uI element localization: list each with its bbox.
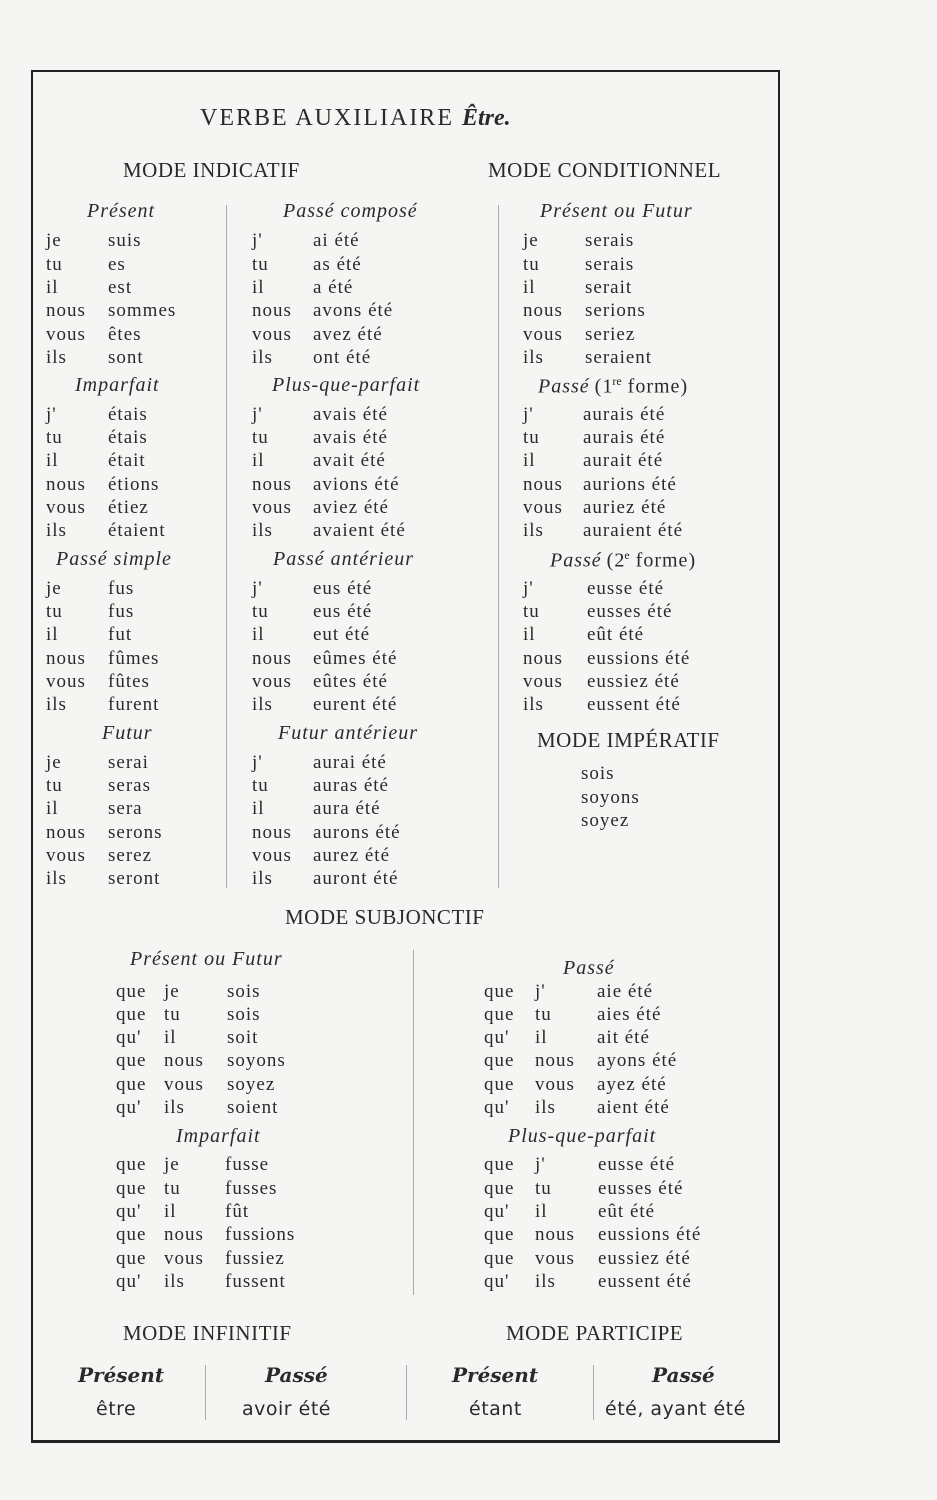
form-word: forme bbox=[621, 375, 681, 398]
pronoun: vous bbox=[252, 324, 292, 345]
column-divider bbox=[498, 205, 499, 888]
pronoun: j' bbox=[535, 1154, 546, 1175]
pronoun: j' bbox=[252, 230, 263, 251]
pronoun: il bbox=[252, 450, 265, 471]
pronoun: je bbox=[46, 752, 62, 773]
form-open-paren: ( bbox=[606, 549, 615, 572]
pronoun: tu bbox=[46, 254, 63, 275]
verb-form: eurent été bbox=[313, 694, 398, 715]
pronoun: il bbox=[46, 450, 59, 471]
que: qu' bbox=[484, 1027, 510, 1048]
pronoun: tu bbox=[46, 427, 63, 448]
pronoun: vous bbox=[46, 845, 86, 866]
pronoun: ils bbox=[523, 694, 544, 715]
verb-form: eussions été bbox=[587, 648, 691, 669]
que: que bbox=[484, 1154, 515, 1175]
pronoun: tu bbox=[252, 427, 269, 448]
pronoun: ils bbox=[46, 694, 67, 715]
verb-form: eût été bbox=[598, 1201, 656, 1222]
verb-form: fussent bbox=[225, 1271, 286, 1292]
pronoun: ils bbox=[46, 347, 67, 368]
que: que bbox=[116, 1074, 147, 1095]
pronoun: j' bbox=[523, 404, 534, 425]
pronoun: nous bbox=[164, 1050, 204, 1071]
verb-form: soyez bbox=[227, 1074, 276, 1095]
pronoun: je bbox=[164, 981, 180, 1002]
verb-form: était bbox=[108, 450, 146, 471]
pronoun: j' bbox=[252, 578, 263, 599]
verb-form: aurais été bbox=[583, 404, 666, 425]
verb-form: aura été bbox=[313, 798, 381, 819]
que: que bbox=[484, 1050, 515, 1071]
imperatif-form: sois bbox=[581, 763, 615, 784]
pronoun: je bbox=[46, 578, 62, 599]
verb-form: eûtes été bbox=[313, 671, 388, 692]
que: que bbox=[484, 1248, 515, 1269]
pronoun: tu bbox=[252, 775, 269, 796]
column-divider bbox=[406, 1365, 407, 1420]
pronoun: nous bbox=[523, 474, 563, 495]
verb-form: eus été bbox=[313, 601, 373, 622]
imperatif-form: soyons bbox=[581, 787, 640, 808]
pronoun: vous bbox=[523, 497, 563, 518]
verb-form: étiez bbox=[108, 497, 149, 518]
verb-form: fussiez bbox=[225, 1248, 285, 1269]
pronoun: nous bbox=[46, 474, 86, 495]
verb-form: sommes bbox=[108, 300, 177, 321]
verb-form: fût bbox=[225, 1201, 250, 1222]
pronoun: il bbox=[252, 277, 265, 298]
pronoun: il bbox=[523, 624, 536, 645]
que: que bbox=[116, 1004, 147, 1025]
verb-form: aurait été bbox=[583, 450, 664, 471]
pronoun: ils bbox=[523, 347, 544, 368]
que: qu' bbox=[116, 1201, 142, 1222]
pronoun: vous bbox=[523, 324, 563, 345]
que: qu' bbox=[116, 1097, 142, 1118]
pronoun: je bbox=[46, 230, 62, 251]
verb-form: fut bbox=[108, 624, 133, 645]
pronoun: nous bbox=[535, 1050, 575, 1071]
imperatif-form: soyez bbox=[581, 810, 630, 831]
pronoun: vous bbox=[46, 497, 86, 518]
pronoun: il bbox=[252, 798, 265, 819]
mode-indicatif-label: MODE INDICATIF bbox=[123, 158, 300, 182]
pronoun: il bbox=[46, 624, 59, 645]
pronoun: tu bbox=[46, 775, 63, 796]
verb-form: eussiez été bbox=[587, 671, 680, 692]
pronoun: tu bbox=[535, 1178, 552, 1199]
que: que bbox=[116, 1178, 147, 1199]
verb-form: avait été bbox=[313, 450, 386, 471]
verb-form: ait été bbox=[597, 1027, 650, 1048]
pronoun: nous bbox=[46, 822, 86, 843]
form-word: forme bbox=[629, 549, 689, 572]
verb-form: a été bbox=[313, 277, 354, 298]
verb-form: eûmes été bbox=[313, 648, 398, 669]
verb-form: eus été bbox=[313, 578, 373, 599]
verb-form: aurais été bbox=[583, 427, 666, 448]
verb-form: avais été bbox=[313, 404, 388, 425]
pronoun: je bbox=[164, 1154, 180, 1175]
column-divider bbox=[205, 1365, 206, 1420]
verb-form: fussions bbox=[225, 1224, 296, 1245]
que: que bbox=[484, 1178, 515, 1199]
verb-form: étaient bbox=[108, 520, 166, 541]
page-title bbox=[200, 105, 511, 132]
tense-heading bbox=[538, 374, 687, 399]
tense-heading: Présent ou Futur bbox=[130, 948, 283, 970]
que: qu' bbox=[484, 1201, 510, 1222]
que: qu' bbox=[116, 1027, 142, 1048]
pronoun: je bbox=[523, 230, 539, 251]
pronoun: il bbox=[535, 1027, 548, 1048]
pronoun: ils bbox=[46, 520, 67, 541]
que: qu' bbox=[484, 1097, 510, 1118]
pronoun: j' bbox=[46, 404, 57, 425]
verb-form: fusses bbox=[225, 1178, 278, 1199]
que: que bbox=[116, 1248, 147, 1269]
verb-form: avons été bbox=[313, 300, 394, 321]
verb-form: sois bbox=[227, 1004, 261, 1025]
verb-form: avez été bbox=[313, 324, 383, 345]
verb-form: sera bbox=[108, 798, 143, 819]
participe-present-heading: Présent bbox=[452, 1363, 539, 1387]
pronoun: vous bbox=[46, 324, 86, 345]
form-number: 2 bbox=[614, 549, 625, 572]
verb-form: aurions été bbox=[583, 474, 677, 495]
verb-form: ont été bbox=[313, 347, 372, 368]
pronoun: nous bbox=[252, 648, 292, 669]
pronoun: vous bbox=[252, 497, 292, 518]
verb-form: seriez bbox=[585, 324, 636, 345]
column-divider bbox=[226, 205, 227, 888]
pronoun: il bbox=[164, 1027, 177, 1048]
verb-form: eussions été bbox=[598, 1224, 702, 1245]
verb-form: serais bbox=[585, 230, 635, 251]
pronoun: ils bbox=[523, 520, 544, 541]
que: que bbox=[116, 981, 147, 1002]
verb-form: eusse été bbox=[598, 1154, 676, 1175]
que: qu' bbox=[484, 1271, 510, 1292]
mode-subjonctif-label: MODE SUBJONCTIF bbox=[285, 905, 485, 929]
tense-heading: Passé simple bbox=[56, 548, 172, 570]
tense-heading: Imparfait bbox=[176, 1125, 261, 1147]
pronoun: tu bbox=[523, 427, 540, 448]
que: que bbox=[484, 981, 515, 1002]
verb-form: avaient été bbox=[313, 520, 406, 541]
verb-form: eusse été bbox=[587, 578, 665, 599]
pronoun: tu bbox=[164, 1178, 181, 1199]
pronoun: tu bbox=[46, 601, 63, 622]
verb-form: fûmes bbox=[108, 648, 160, 669]
verb-form: avais été bbox=[313, 427, 388, 448]
verb-form: eût été bbox=[587, 624, 645, 645]
verb-form: eussent été bbox=[587, 694, 681, 715]
pronoun: ils bbox=[252, 868, 273, 889]
tense-heading: Plus-que-parfait bbox=[508, 1125, 657, 1147]
pronoun: vous bbox=[252, 671, 292, 692]
pronoun: ils bbox=[164, 1271, 185, 1292]
verb-form: auras été bbox=[313, 775, 389, 796]
pronoun: nous bbox=[46, 300, 86, 321]
form-number: 1 bbox=[602, 375, 613, 398]
que: que bbox=[116, 1050, 147, 1071]
verb-form: aies été bbox=[597, 1004, 662, 1025]
verb-form: fûtes bbox=[108, 671, 150, 692]
verb-form: seront bbox=[108, 868, 161, 889]
pronoun: vous bbox=[523, 671, 563, 692]
verb-form: fusse bbox=[225, 1154, 270, 1175]
pronoun: nous bbox=[523, 300, 563, 321]
verb-form: serions bbox=[585, 300, 646, 321]
pronoun: ils bbox=[164, 1097, 185, 1118]
pronoun: il bbox=[164, 1201, 177, 1222]
verb-form: serai bbox=[108, 752, 149, 773]
pronoun: nous bbox=[252, 300, 292, 321]
infinitif-present-heading: Présent bbox=[78, 1363, 165, 1387]
tense-heading-label: Passé bbox=[538, 375, 590, 398]
verb-form: furent bbox=[108, 694, 160, 715]
pronoun: tu bbox=[523, 601, 540, 622]
pronoun: tu bbox=[252, 254, 269, 275]
pronoun: ils bbox=[535, 1271, 556, 1292]
column-divider bbox=[413, 950, 414, 1295]
verb-form: eut été bbox=[313, 624, 371, 645]
verb-form: fus bbox=[108, 601, 135, 622]
que: que bbox=[484, 1074, 515, 1095]
tense-heading-label: Passé bbox=[550, 549, 602, 572]
verb-form: étais bbox=[108, 427, 148, 448]
verb-form: auront été bbox=[313, 868, 399, 889]
verb-form: aurez été bbox=[313, 845, 391, 866]
verb-form: étions bbox=[108, 474, 160, 495]
verb-form: est bbox=[108, 277, 133, 298]
verb-form: ai été bbox=[313, 230, 360, 251]
que: qu' bbox=[116, 1271, 142, 1292]
form-open-paren: ( bbox=[594, 375, 603, 398]
verb-form: es bbox=[108, 254, 126, 275]
pronoun: tu bbox=[523, 254, 540, 275]
pronoun: ils bbox=[46, 868, 67, 889]
pronoun: j' bbox=[523, 578, 534, 599]
verb-form: aurons été bbox=[313, 822, 401, 843]
form-close-paren: ) bbox=[688, 549, 696, 572]
pronoun: j' bbox=[252, 752, 263, 773]
pronoun: il bbox=[252, 624, 265, 645]
pronoun: ils bbox=[535, 1097, 556, 1118]
verb-form: auriez été bbox=[583, 497, 667, 518]
que: que bbox=[484, 1004, 515, 1025]
mode-conditionnel-label: MODE CONDITIONNEL bbox=[488, 158, 722, 182]
verb-form: as été bbox=[313, 254, 362, 275]
verb-form: eusses été bbox=[598, 1178, 684, 1199]
verb-form: serait bbox=[585, 277, 633, 298]
verb-form: aie été bbox=[597, 981, 654, 1002]
verb-form: serais bbox=[585, 254, 635, 275]
pronoun: j' bbox=[535, 981, 546, 1002]
verb-form: soient bbox=[227, 1097, 279, 1118]
verb-form: aient été bbox=[597, 1097, 670, 1118]
verb-form: avions été bbox=[313, 474, 400, 495]
pronoun: nous bbox=[164, 1224, 204, 1245]
pronoun: vous bbox=[164, 1074, 204, 1095]
mode-infinitif-label: MODE INFINITIF bbox=[123, 1321, 292, 1345]
verb-form: eusses été bbox=[587, 601, 673, 622]
que: que bbox=[116, 1224, 147, 1245]
tense-heading: Imparfait bbox=[75, 374, 160, 396]
participe-passe-heading: Passé bbox=[652, 1363, 715, 1387]
pronoun: j' bbox=[252, 404, 263, 425]
verb-form: serons bbox=[108, 822, 163, 843]
pronoun: vous bbox=[252, 845, 292, 866]
infinitif-passe-heading: Passé bbox=[265, 1363, 328, 1387]
que: que bbox=[484, 1224, 515, 1245]
form-superscript: e bbox=[624, 548, 630, 562]
pronoun: il bbox=[46, 277, 59, 298]
infinitif-passe-value: avoir été bbox=[242, 1398, 331, 1420]
pronoun: il bbox=[523, 450, 536, 471]
verb-form: fus bbox=[108, 578, 135, 599]
verb-form: seras bbox=[108, 775, 151, 796]
verb-form: ayons été bbox=[597, 1050, 678, 1071]
mode-imperatif-label: MODE IMPÉRATIF bbox=[537, 728, 720, 752]
participe-present-value: étant bbox=[469, 1398, 522, 1420]
pronoun: nous bbox=[523, 648, 563, 669]
pronoun: ils bbox=[252, 520, 273, 541]
verb-form: sont bbox=[108, 347, 144, 368]
tense-heading bbox=[550, 548, 695, 573]
pronoun: ils bbox=[252, 694, 273, 715]
verb-form: ayez été bbox=[597, 1074, 667, 1095]
pronoun: vous bbox=[535, 1248, 575, 1269]
que: que bbox=[116, 1154, 147, 1175]
pronoun: vous bbox=[535, 1074, 575, 1095]
verb-form: eussiez été bbox=[598, 1248, 691, 1269]
verb-form: eussent été bbox=[598, 1271, 692, 1292]
pronoun: vous bbox=[164, 1248, 204, 1269]
verb-form: auraient été bbox=[583, 520, 684, 541]
pronoun: tu bbox=[535, 1004, 552, 1025]
pronoun: tu bbox=[164, 1004, 181, 1025]
mode-participe-label: MODE PARTICIPE bbox=[506, 1321, 684, 1345]
tense-heading: Passé bbox=[563, 957, 615, 979]
tense-heading: Passé antérieur bbox=[273, 548, 415, 570]
verb-form: aviez été bbox=[313, 497, 389, 518]
tense-heading: Présent bbox=[87, 200, 156, 222]
tense-heading: Passé composé bbox=[283, 200, 418, 222]
pronoun: il bbox=[523, 277, 536, 298]
tense-heading: Plus-que-parfait bbox=[272, 374, 421, 396]
pronoun: nous bbox=[46, 648, 86, 669]
verb-form: sois bbox=[227, 981, 261, 1002]
pronoun: il bbox=[535, 1201, 548, 1222]
verb-form: aurai été bbox=[313, 752, 387, 773]
tense-heading: Futur antérieur bbox=[278, 722, 418, 744]
pronoun: nous bbox=[252, 474, 292, 495]
pronoun: vous bbox=[46, 671, 86, 692]
pronoun: nous bbox=[535, 1224, 575, 1245]
verb-form: soit bbox=[227, 1027, 259, 1048]
form-superscript: re bbox=[612, 374, 622, 388]
title-verb: Être. bbox=[461, 105, 511, 131]
tense-heading: Présent ou Futur bbox=[540, 200, 693, 222]
pronoun: nous bbox=[252, 822, 292, 843]
verb-form: étais bbox=[108, 404, 148, 425]
tense-heading: Futur bbox=[102, 722, 153, 744]
verb-form: soyons bbox=[227, 1050, 286, 1071]
form-close-paren: ) bbox=[680, 375, 688, 398]
infinitif-present-value: être bbox=[96, 1398, 137, 1420]
participe-passe-value: été, ayant été bbox=[605, 1398, 746, 1420]
verb-form: suis bbox=[108, 230, 142, 251]
verb-form: seraient bbox=[585, 347, 653, 368]
column-divider bbox=[593, 1365, 594, 1420]
verb-form: serez bbox=[108, 845, 153, 866]
verb-form: êtes bbox=[108, 324, 142, 345]
pronoun: il bbox=[46, 798, 59, 819]
pronoun: ils bbox=[252, 347, 273, 368]
pronoun: tu bbox=[252, 601, 269, 622]
title-main: VERBE AUXILIAIRE bbox=[200, 105, 454, 131]
